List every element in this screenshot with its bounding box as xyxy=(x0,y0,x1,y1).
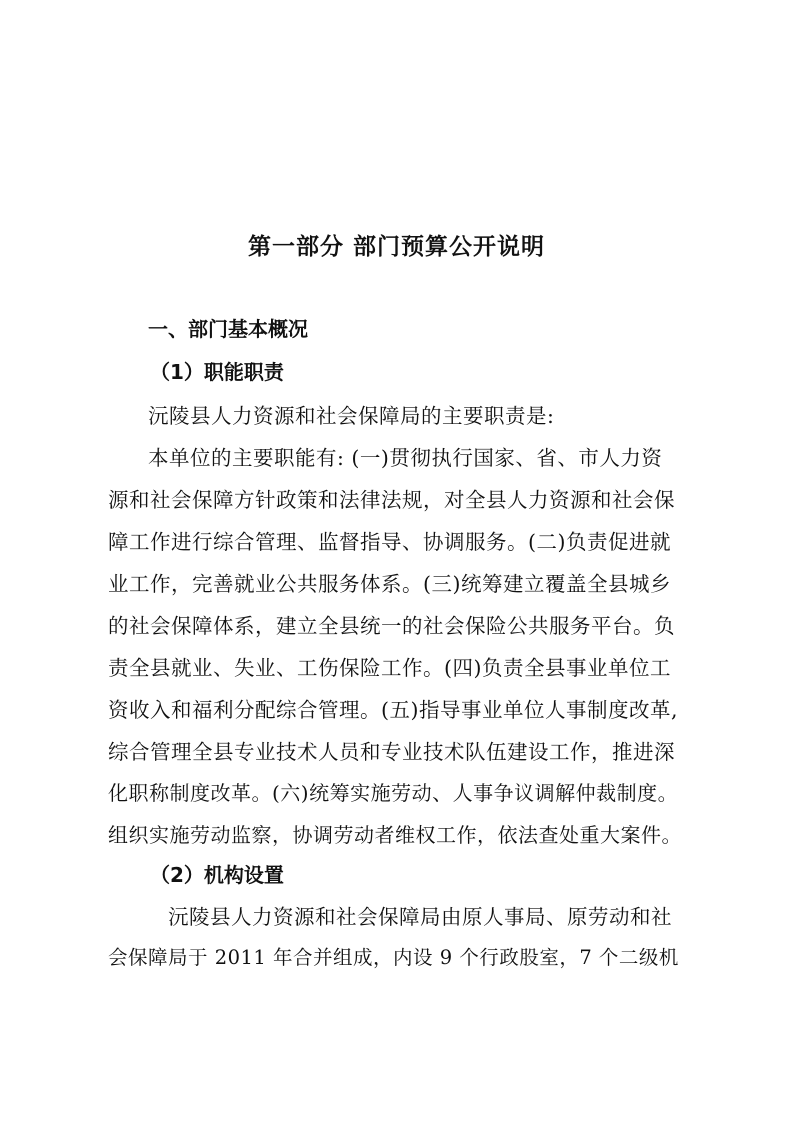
subsection-heading-organization: （2）机构设置 xyxy=(150,863,284,887)
subsection-heading-functions: （1）职能职责 xyxy=(150,360,284,384)
paragraph-line: 的社会保障体系，建立全县统一的社会保险公共服务平台。负 xyxy=(108,614,675,638)
paragraph-line: 沅陵县人力资源和社会保障局的主要职责是: xyxy=(148,404,555,428)
paragraph-line: 资收入和福利分配综合管理。(五)指导事业单位人事制度改革, xyxy=(108,698,679,722)
paragraph-line: 源和社会保障方针政策和法律法规，对全县人力资源和社会保 xyxy=(108,488,675,512)
paragraph-line: 化职称制度改革。(六)统筹实施劳动、人事争议调解仲裁制度。 xyxy=(108,781,679,805)
section-heading: 一、部门基本概况 xyxy=(148,317,308,341)
paragraph-line: 会保障局于 2011 年合并组成，内设 9 个行政股室，7 个二级机 xyxy=(108,946,679,969)
page-title: 第一部分 部门预算公开说明 xyxy=(247,234,545,260)
paragraph-line: 本单位的主要职能有: (一)贯彻执行国家、省、市人力资 xyxy=(148,446,663,470)
paragraph-line: 组织实施劳动监察，协调劳动者维权工作，依法查处重大案件。 xyxy=(108,823,682,847)
paragraph-line: 障工作进行综合管理、监督指导、协调服务。(二)负责促进就 xyxy=(108,530,671,554)
paragraph-line: 综合管理全县专业技术人员和专业技术队伍建设工作，推进深 xyxy=(108,740,675,764)
paragraph-line: 业工作，完善就业公共服务体系。(三)统筹建立覆盖全县城乡 xyxy=(108,572,671,596)
paragraph-line: 沅陵县人力资源和社会保障局由原人事局、原劳动和社 xyxy=(168,905,672,929)
paragraph-line: 责全县就业、失业、工伤保险工作。(四)负责全县事业单位工 xyxy=(108,656,671,680)
